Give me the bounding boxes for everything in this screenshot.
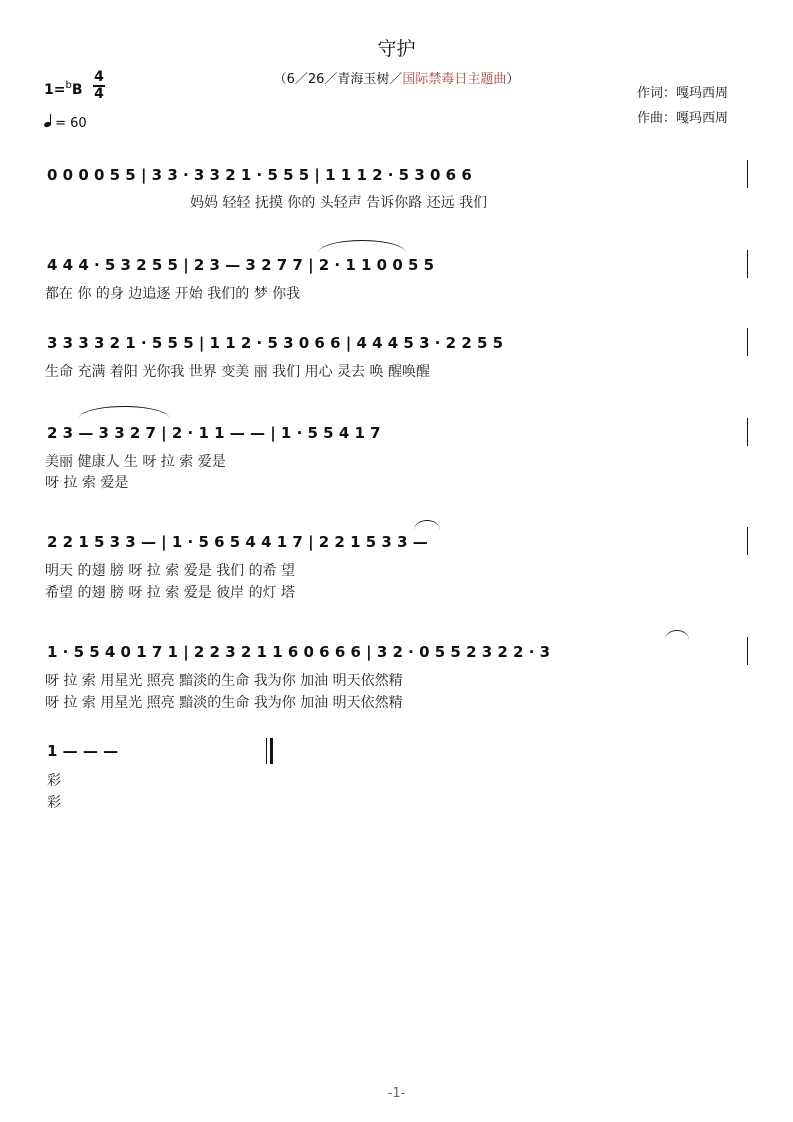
time-signature: [93, 70, 105, 102]
key-prefix: 1=: [44, 82, 66, 98]
time-signature-top: 4: [94, 69, 104, 85]
lyric-line-6b: 呀 拉 索 用星光 照亮 黯淡的生命 我为你 加油 明天依然精: [45, 695, 403, 711]
tempo-marking: [44, 114, 87, 131]
subtitle-red: 国际禁毒日主题曲: [402, 72, 507, 87]
tie-arc: [78, 406, 170, 419]
page-number: -1-: [387, 1086, 406, 1101]
lyric-line-3: 生命 充满 着阳 光你我 世界 变美 丽 我们 用心 灵去 唤 醒唤醒: [45, 364, 430, 380]
notation-line-1: 0 0 0 0 5 5 | 3 3 · 3 3 2 1 · 5 5 5 | 1 1 1 2 · 5 3 0 6 6: [47, 166, 472, 184]
key-note: B: [71, 82, 83, 98]
song-title: 守护: [377, 38, 416, 60]
bar-line: [747, 418, 748, 446]
notation-line-5: 2 2 1 5 3 3 — | 1 · 5 6 5 4 4 1 7 | 2 2 1 5 3 3 —: [47, 533, 428, 551]
lyric-line-4a: 美丽 健康人 生 呀 拉 索 爱是: [45, 454, 226, 470]
notation-line-3: 3 3 3 3 2 1 · 5 5 5 | 1 1 2 · 5 3 0 6 6 | 4 4 4 5 3 · 2 2 5 5: [47, 334, 504, 352]
bar-line: [747, 637, 748, 665]
key-signature: [44, 80, 83, 98]
lyric-line-4b: 呀 拉 索 爱是: [45, 475, 129, 491]
tie-arc: [665, 630, 689, 640]
subtitle-close: ）: [506, 72, 520, 87]
quarter-note-icon: [43, 121, 51, 128]
final-bar-thin: [266, 738, 267, 764]
lyric-line-1: 妈妈 轻轻 抚摸 你的 头轻声 告诉你路 还远 我们: [190, 195, 488, 211]
composer-credit: 作曲：嘎玛西周: [637, 111, 729, 126]
bar-line: [747, 160, 748, 188]
tie-arc: [318, 240, 406, 253]
lyric-line-6a: 呀 拉 索 用星光 照亮 黯淡的生命 我为你 加油 明天依然精: [45, 673, 403, 689]
bar-line: [747, 328, 748, 356]
lyric-line-5a: 明天 的翅 膀 呀 拉 索 爱是 我们 的希 望: [45, 563, 296, 579]
tie-arc: [414, 520, 440, 530]
bar-line: [747, 250, 748, 278]
subtitle-black: （6／26／青海玉树／: [273, 72, 403, 87]
lyricist-credit: 作词：嘎玛西周: [637, 86, 729, 101]
notation-line-7: 1 — — —: [47, 742, 119, 760]
final-bar-thick: [270, 738, 273, 764]
lyric-line-2: 都在 你 的身 边追逐 开始 我们的 梦 你我: [45, 286, 301, 302]
lyric-line-7b: 彩: [47, 795, 61, 811]
flat-sign: b: [65, 80, 72, 91]
notation-line-6: 1 · 5 5 4 0 1 7 1 | 2 2 3 2 1 1 6 0 6 6 6 | 3 2 · 0 5 5 2 3 2 2 · 3: [47, 643, 551, 661]
tempo-value: = 60: [55, 116, 87, 131]
time-signature-bottom: 4: [94, 85, 104, 102]
notation-line-4: 2 3 — 3 3 2 7 | 2 · 1 1 — — | 1 · 5 5 4 1 7: [47, 424, 381, 442]
lyric-line-5b: 希望 的翅 膀 呀 拉 索 爱是 彼岸 的灯 塔: [45, 585, 296, 601]
lyric-line-7a: 彩: [47, 773, 61, 789]
notation-line-2: 4 4 4 · 5 3 2 5 5 | 2 3 — 3 2 7 7 | 2 · 1 1 0 0 5 5: [47, 256, 435, 274]
bar-line: [747, 527, 748, 555]
